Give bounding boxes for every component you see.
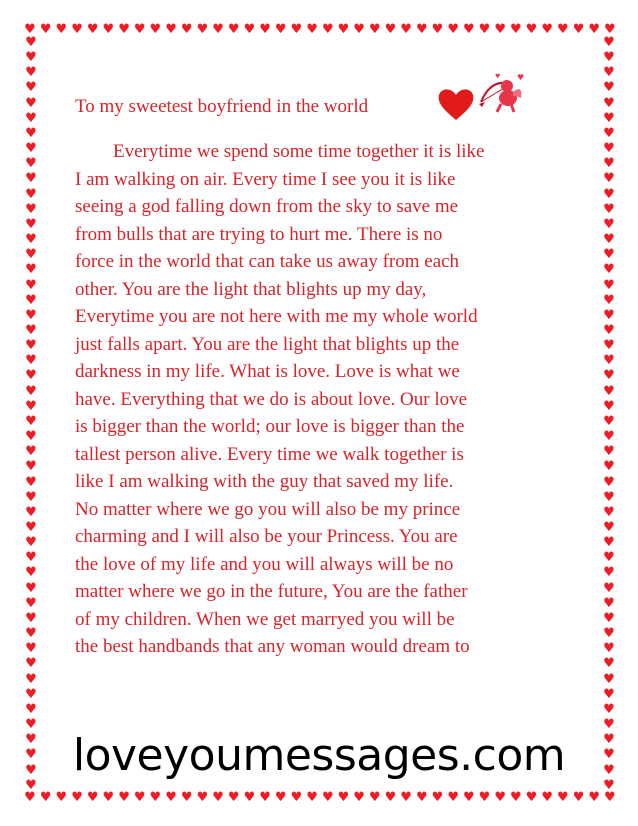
border-heart-icon: ♥ <box>603 141 615 157</box>
svg-text:♥: ♥ <box>495 73 501 80</box>
border-heart-icon: ♥ <box>603 201 615 217</box>
border-heart-icon: ♥ <box>525 21 538 37</box>
border-heart-icon: ♥ <box>603 580 615 596</box>
heart-border-bottom <box>24 790 616 804</box>
border-heart-icon: ♥ <box>384 789 397 805</box>
border-heart-icon: ♥ <box>603 459 615 475</box>
letter-line: No matter where we go you will also be my prince <box>75 498 461 520</box>
border-heart-icon: ♥ <box>243 21 256 37</box>
border-heart-icon: ♥ <box>384 21 397 37</box>
border-heart-icon: ♥ <box>290 789 303 805</box>
border-heart-icon: ♥ <box>447 21 459 37</box>
border-heart-icon: ♥ <box>25 747 37 763</box>
border-heart-icon: ♥ <box>243 789 256 805</box>
border-heart-icon: ♥ <box>25 732 37 748</box>
svg-text:♥: ♥ <box>517 73 525 82</box>
letter-line: just falls apart. You are the light that blights up the <box>75 333 460 355</box>
heart-border-right <box>602 36 616 792</box>
border-heart-icon: ♥ <box>603 520 615 535</box>
letter-line: I am walking on air. Every time I see you it is like <box>75 168 456 190</box>
border-heart-icon: ♥ <box>24 789 36 805</box>
border-heart-icon: ♥ <box>25 429 37 445</box>
border-heart-icon: ♥ <box>603 717 615 733</box>
letter-line: force in the world that can take us away from each <box>75 251 460 272</box>
border-heart-icon: ♥ <box>71 21 83 37</box>
border-heart-icon: ♥ <box>431 789 444 805</box>
border-heart-icon: ♥ <box>400 21 412 37</box>
border-heart-icon: ♥ <box>557 21 569 37</box>
border-heart-icon: ♥ <box>603 65 615 81</box>
border-heart-icon: ♥ <box>494 789 506 805</box>
border-heart-icon: ♥ <box>368 789 381 805</box>
border-heart-icon: ♥ <box>180 789 193 805</box>
border-heart-icon: ♥ <box>603 489 615 505</box>
border-heart-icon: ♥ <box>25 186 37 202</box>
border-heart-icon: ♥ <box>227 789 240 805</box>
border-heart-icon: ♥ <box>603 444 615 460</box>
border-heart-icon: ♥ <box>25 626 37 642</box>
border-heart-icon: ♥ <box>588 21 601 37</box>
border-heart-icon: ♥ <box>603 686 615 702</box>
border-heart-icon: ♥ <box>415 789 428 805</box>
border-heart-icon: ♥ <box>25 671 37 687</box>
border-heart-icon: ♥ <box>102 789 115 805</box>
border-heart-icon: ♥ <box>603 277 615 293</box>
border-heart-icon: ♥ <box>25 353 37 369</box>
border-heart-icon: ♥ <box>25 641 37 657</box>
border-heart-icon: ♥ <box>55 789 68 805</box>
heart-border-top <box>24 22 616 36</box>
border-heart-icon: ♥ <box>25 535 37 551</box>
border-heart-icon: ♥ <box>25 338 37 354</box>
border-heart-icon: ♥ <box>165 21 177 37</box>
border-heart-icon: ♥ <box>603 35 615 50</box>
heart-border-left <box>24 36 38 792</box>
border-heart-icon: ♥ <box>290 21 303 37</box>
border-heart-icon: ♥ <box>603 671 615 687</box>
border-heart-icon: ♥ <box>603 413 615 429</box>
border-heart-icon: ♥ <box>603 338 615 354</box>
border-heart-icon: ♥ <box>118 789 130 805</box>
border-heart-icon: ♥ <box>603 322 615 338</box>
border-heart-icon: ♥ <box>86 789 99 805</box>
border-heart-icon: ♥ <box>603 262 615 278</box>
border-heart-icon: ♥ <box>603 171 615 187</box>
border-heart-icon: ♥ <box>25 125 37 141</box>
border-heart-icon: ♥ <box>603 80 615 96</box>
border-heart-icon: ♥ <box>603 247 615 263</box>
letter-line: the love of my life and you will always will be no <box>75 553 454 575</box>
border-heart-icon: ♥ <box>603 610 615 626</box>
border-heart-icon: ♥ <box>603 95 615 111</box>
border-heart-icon: ♥ <box>603 550 615 566</box>
border-heart-icon: ♥ <box>25 262 37 278</box>
border-heart-icon: ♥ <box>603 732 615 748</box>
border-heart-icon: ♥ <box>25 216 37 232</box>
border-heart-icon: ♥ <box>25 277 37 293</box>
border-heart-icon: ♥ <box>24 21 36 37</box>
border-heart-icon: ♥ <box>118 21 130 37</box>
border-heart-icon: ♥ <box>572 21 585 37</box>
border-heart-icon: ♥ <box>196 789 209 805</box>
border-heart-icon: ♥ <box>25 717 37 733</box>
border-heart-icon: ♥ <box>462 789 475 805</box>
letter-line: seeing a god falling down from the sky to save me <box>75 196 459 217</box>
border-heart-icon: ♥ <box>603 307 615 323</box>
border-heart-icon: ♥ <box>227 21 240 37</box>
border-heart-icon: ♥ <box>25 610 37 626</box>
border-heart-icon: ♥ <box>525 789 538 805</box>
border-heart-icon: ♥ <box>337 21 350 37</box>
letter-heading: To my sweetest boyfriend in the world <box>75 96 369 117</box>
border-heart-icon: ♥ <box>447 789 459 805</box>
border-heart-icon: ♥ <box>259 789 271 805</box>
border-heart-icon: ♥ <box>212 789 224 805</box>
border-heart-icon: ♥ <box>25 35 37 50</box>
border-heart-icon: ♥ <box>25 701 37 717</box>
border-heart-icon: ♥ <box>71 789 83 805</box>
border-heart-icon: ♥ <box>25 65 37 81</box>
letter-line: darkness in my life. What is love. Love is what we <box>75 361 460 382</box>
border-heart-icon: ♥ <box>306 789 318 805</box>
border-heart-icon: ♥ <box>133 789 146 805</box>
border-heart-icon: ♥ <box>603 50 615 66</box>
letter-line: tallest person alive. Every time we walk together is <box>75 443 464 465</box>
border-heart-icon: ♥ <box>102 21 115 37</box>
border-heart-icon: ♥ <box>55 21 68 37</box>
border-heart-icon: ♥ <box>603 656 615 672</box>
border-heart-icon: ♥ <box>478 789 491 805</box>
border-heart-icon: ♥ <box>25 459 37 475</box>
border-heart-icon: ♥ <box>603 368 615 384</box>
border-heart-icon: ♥ <box>462 21 475 37</box>
border-heart-icon: ♥ <box>25 247 37 263</box>
letter-body <box>75 138 567 661</box>
border-heart-icon: ♥ <box>603 777 615 793</box>
border-heart-icon: ♥ <box>25 383 37 399</box>
border-heart-icon: ♥ <box>604 21 616 37</box>
letter-line: have. Everything that we do is about love. Our love <box>75 388 468 410</box>
border-heart-icon: ♥ <box>494 21 506 37</box>
border-heart-icon: ♥ <box>25 156 37 172</box>
border-heart-icon: ♥ <box>541 789 553 805</box>
border-heart-icon: ♥ <box>149 21 162 37</box>
border-heart-icon: ♥ <box>25 504 37 520</box>
border-heart-icon: ♥ <box>510 789 522 805</box>
border-heart-icon: ♥ <box>415 21 428 37</box>
border-heart-icon: ♥ <box>25 580 37 596</box>
border-heart-icon: ♥ <box>603 747 615 763</box>
letter-line: the best handbands that any woman would dream to <box>75 636 470 657</box>
border-heart-icon: ♥ <box>478 21 491 37</box>
border-heart-icon: ♥ <box>25 110 37 126</box>
border-heart-icon: ♥ <box>180 21 193 37</box>
cupid-icon <box>475 72 525 118</box>
border-heart-icon: ♥ <box>25 50 37 66</box>
border-heart-icon: ♥ <box>603 156 615 172</box>
border-heart-icon: ♥ <box>25 80 37 96</box>
border-heart-icon: ♥ <box>603 383 615 399</box>
border-heart-icon: ♥ <box>603 232 615 248</box>
border-heart-icon: ♥ <box>321 21 334 37</box>
border-heart-icon: ♥ <box>25 171 37 187</box>
border-heart-icon: ♥ <box>25 232 37 248</box>
border-heart-icon: ♥ <box>25 322 37 338</box>
border-heart-icon: ♥ <box>603 398 615 414</box>
border-heart-icon: ♥ <box>86 21 99 37</box>
border-heart-icon: ♥ <box>25 141 37 157</box>
border-heart-icon: ♥ <box>25 777 37 793</box>
letter-line: charming and I will also be your Princess. You are <box>75 526 458 547</box>
border-heart-icon: ♥ <box>603 595 615 611</box>
border-heart-icon: ♥ <box>25 762 37 778</box>
border-heart-icon: ♥ <box>603 216 615 232</box>
heart-icon <box>436 84 476 124</box>
border-heart-icon: ♥ <box>165 789 177 805</box>
border-heart-icon: ♥ <box>133 21 146 37</box>
letter-line: other. You are the light that blights up my day, <box>75 278 427 300</box>
border-heart-icon: ♥ <box>274 789 287 805</box>
letter <box>75 73 575 661</box>
border-heart-icon: ♥ <box>603 110 615 126</box>
letter-line: like I am walking with the guy that saved my life. <box>75 471 454 492</box>
border-heart-icon: ♥ <box>25 550 37 566</box>
letter-line: Everytime you are not here with me my whole world <box>75 306 478 327</box>
border-heart-icon: ♥ <box>25 520 37 535</box>
border-heart-icon: ♥ <box>25 595 37 611</box>
border-heart-icon: ♥ <box>25 95 37 111</box>
border-heart-icon: ♥ <box>603 565 615 581</box>
border-heart-icon: ♥ <box>541 21 553 37</box>
letter-line: from bulls that are trying to hurt me. There is no <box>75 223 443 245</box>
border-heart-icon: ♥ <box>337 789 350 805</box>
border-heart-icon: ♥ <box>353 21 365 37</box>
border-heart-icon: ♥ <box>603 474 615 490</box>
border-heart-icon: ♥ <box>39 21 52 37</box>
border-heart-icon: ♥ <box>25 656 37 672</box>
border-heart-icon: ♥ <box>603 504 615 520</box>
border-heart-icon: ♥ <box>603 292 615 308</box>
border-heart-icon: ♥ <box>259 21 271 37</box>
border-heart-icon: ♥ <box>212 21 224 37</box>
letter-line: of my children. When we get marryed you will be <box>75 608 455 630</box>
border-heart-icon: ♥ <box>39 789 52 805</box>
border-heart-icon: ♥ <box>353 789 365 805</box>
border-heart-icon: ♥ <box>25 201 37 217</box>
letter-line: Everytime we spend some time together it is like <box>113 141 485 162</box>
border-heart-icon: ♥ <box>572 789 585 805</box>
border-heart-icon: ♥ <box>25 474 37 490</box>
border-heart-icon: ♥ <box>149 789 162 805</box>
border-heart-icon: ♥ <box>603 125 615 141</box>
border-heart-icon: ♥ <box>368 21 381 37</box>
border-heart-icon: ♥ <box>25 292 37 308</box>
border-heart-icon: ♥ <box>25 368 37 384</box>
border-heart-icon: ♥ <box>196 21 209 37</box>
border-heart-icon: ♥ <box>25 307 37 323</box>
border-heart-icon: ♥ <box>25 686 37 702</box>
heading-row <box>75 73 575 128</box>
border-heart-icon: ♥ <box>400 789 412 805</box>
border-heart-icon: ♥ <box>557 789 569 805</box>
border-heart-icon: ♥ <box>603 535 615 551</box>
border-heart-icon: ♥ <box>603 626 615 642</box>
border-heart-icon: ♥ <box>306 21 318 37</box>
border-heart-icon: ♥ <box>25 444 37 460</box>
border-heart-icon: ♥ <box>604 789 616 805</box>
border-heart-icon: ♥ <box>510 21 522 37</box>
letter-line: matter where we go in the future, You are the father <box>75 581 468 602</box>
border-heart-icon: ♥ <box>603 186 615 202</box>
border-heart-icon: ♥ <box>431 21 444 37</box>
border-heart-icon: ♥ <box>25 413 37 429</box>
border-heart-icon: ♥ <box>603 762 615 778</box>
border-heart-icon: ♥ <box>603 353 615 369</box>
border-heart-icon: ♥ <box>25 489 37 505</box>
border-heart-icon: ♥ <box>274 21 287 37</box>
border-heart-icon: ♥ <box>603 429 615 445</box>
border-heart-icon: ♥ <box>588 789 601 805</box>
border-heart-icon: ♥ <box>603 641 615 657</box>
border-heart-icon: ♥ <box>25 398 37 414</box>
border-heart-icon: ♥ <box>321 789 334 805</box>
border-heart-icon: ♥ <box>25 565 37 581</box>
footer-website: loveyoumessages.com <box>72 730 566 781</box>
border-heart-icon: ♥ <box>603 701 615 717</box>
letter-line: is bigger than the world; our love is bigger than the <box>75 416 465 437</box>
